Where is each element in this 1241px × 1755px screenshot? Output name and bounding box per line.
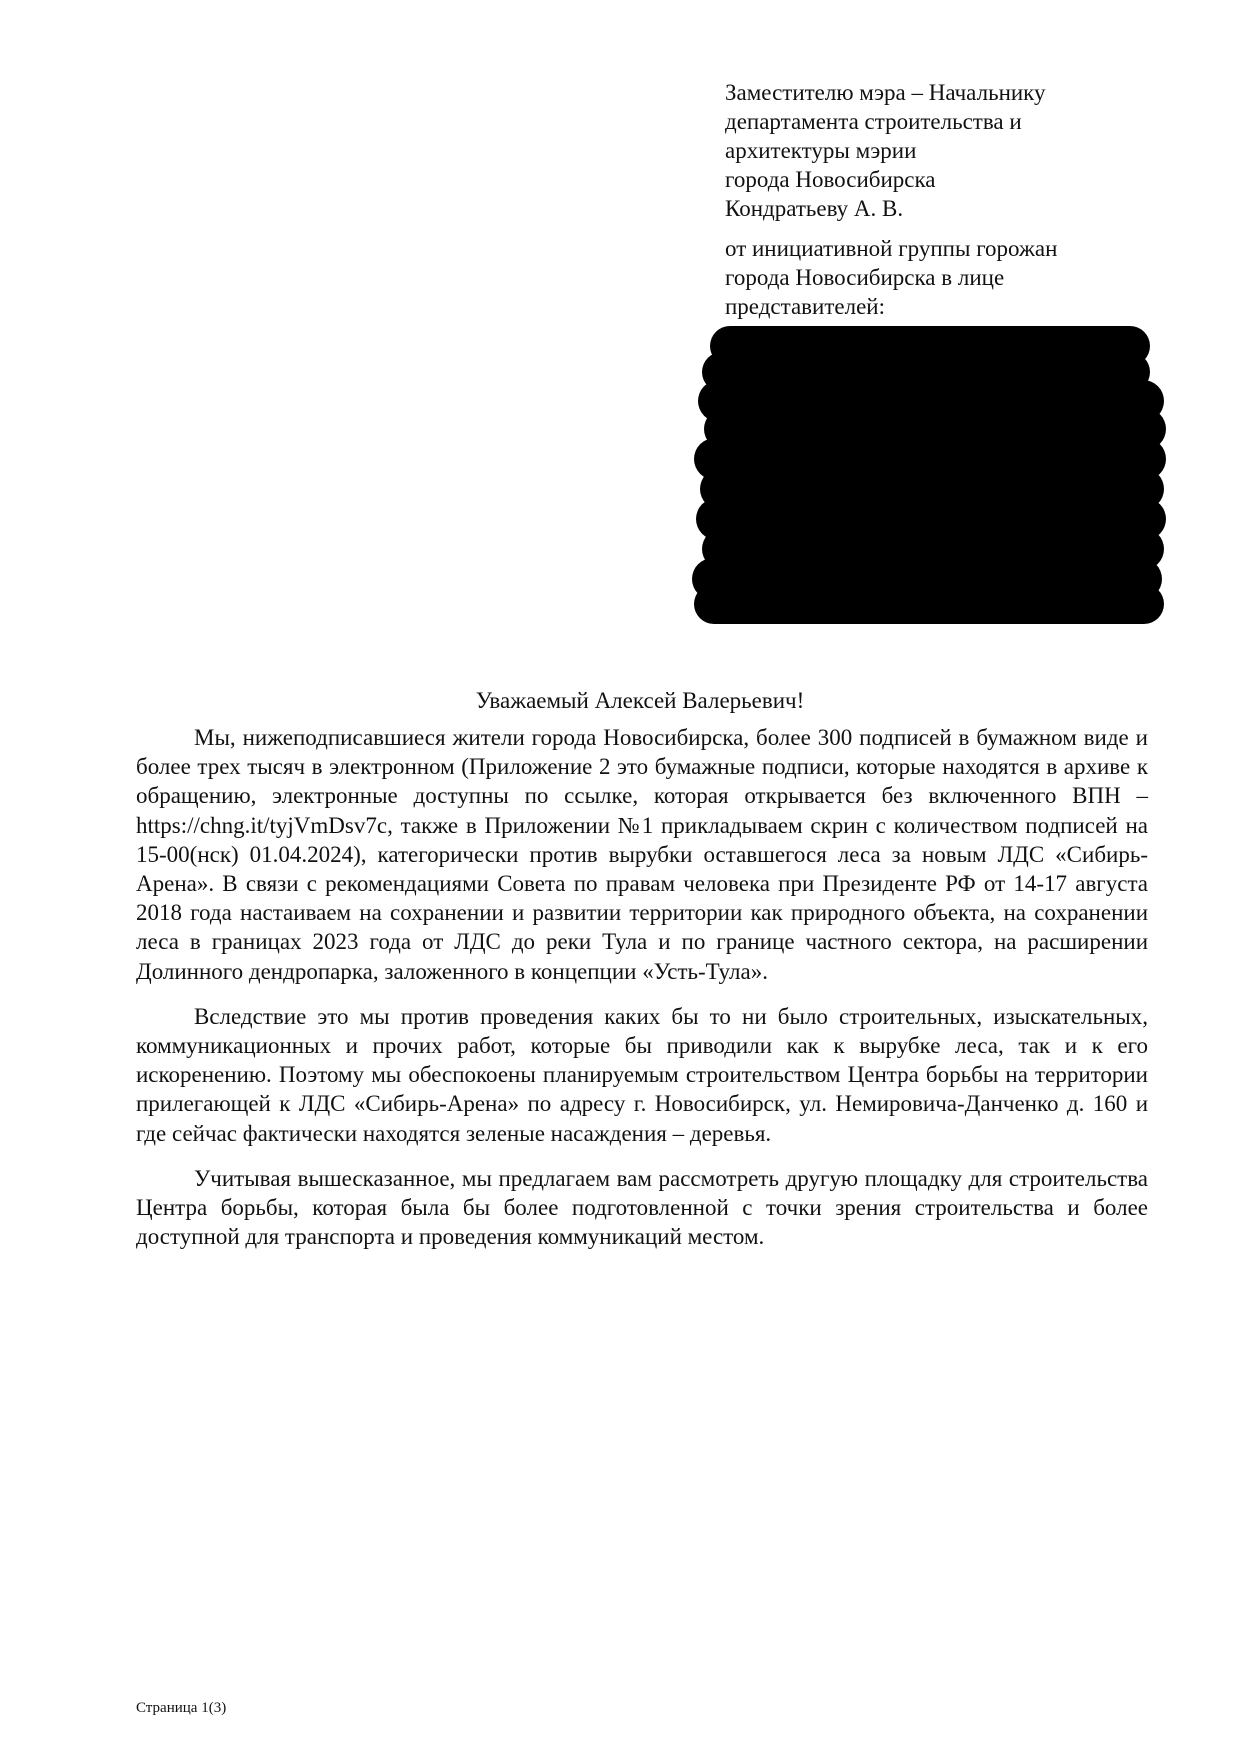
redaction-scribble [690, 322, 1170, 642]
sender-line: от инициативной группы горожан [725, 236, 1058, 261]
letter-body [136, 723, 1148, 1251]
sender-line: города Новосибирска в лице [725, 265, 1005, 290]
sender-line: представителей: [725, 294, 885, 319]
addressee-line: департамента строительства и [725, 109, 1022, 134]
addressee-line: города Новосибирска [725, 167, 936, 192]
salutation: Уважаемый Алексей Валерьевич! [475, 688, 805, 713]
addressee-block [725, 78, 1145, 223]
addressee-line: Кондратьеву А. В. [725, 196, 904, 221]
addressee-line: Заместителю мэра – Начальнику [725, 80, 1046, 105]
paragraph: Вследствие это мы против проведения каких бы то ни было строительных, изыскательных, коммуникационных и прочих работ, которые бы приводили как к вырубке леса, так и к его искоренению. Поэтому мы обеспокоены планируемым строительством Центра борьбы на территории прилегающей к ЛДС «Сибирь-Арена» по адресу г. Новосибирск, ул. Немировича-Данченко д. 160 и где сейчас фактически находятся зеленые насаждения – деревья. [136, 1003, 1148, 1146]
page-number: Страница 1(3) [136, 1700, 227, 1716]
paragraph: Учитывая вышесказанное, мы предлагаем вам рассмотреть другую площадку для строительства Центра борьбы, которая была бы более подготовленной с точки зрения строительства и более доступной для транспорта и проведения коммуникаций местом. [136, 1165, 1148, 1250]
redaction-strokes [692, 326, 1166, 624]
paragraph: Мы, нижеподписавшиеся жители города Новосибирска, более 300 подписей в бумажном виде и более трех тысяч в электронном (Приложение 2 это бумажные подписи, которые находятся в архиве к обращению, электронные доступны по ссылке, которая открывается без включенного ВПН – https://chng.it/tyjVmDsv7c, также в Приложении №1 прикладываем скрин с количеством подписей на 15-00(нск) 01.04.2024), категорически против вырубки оставшегося леса за новым ЛДС «Сибирь-Арена». В связи с рекомендациями Совета по правам человека при Президенте РФ от 14-17 августа 2018 года настаиваем на сохранении и развитии территории как природного объекта, на сохранении леса в границах 2023 года от ЛДС до реки Тула и по границе частного сектора, на расширении Долинного дендропарка, заложенного в концепции «Усть-Тула». [136, 725, 1148, 984]
sender-block [725, 234, 1145, 321]
addressee-line: архитектуры мэрии [725, 138, 917, 163]
